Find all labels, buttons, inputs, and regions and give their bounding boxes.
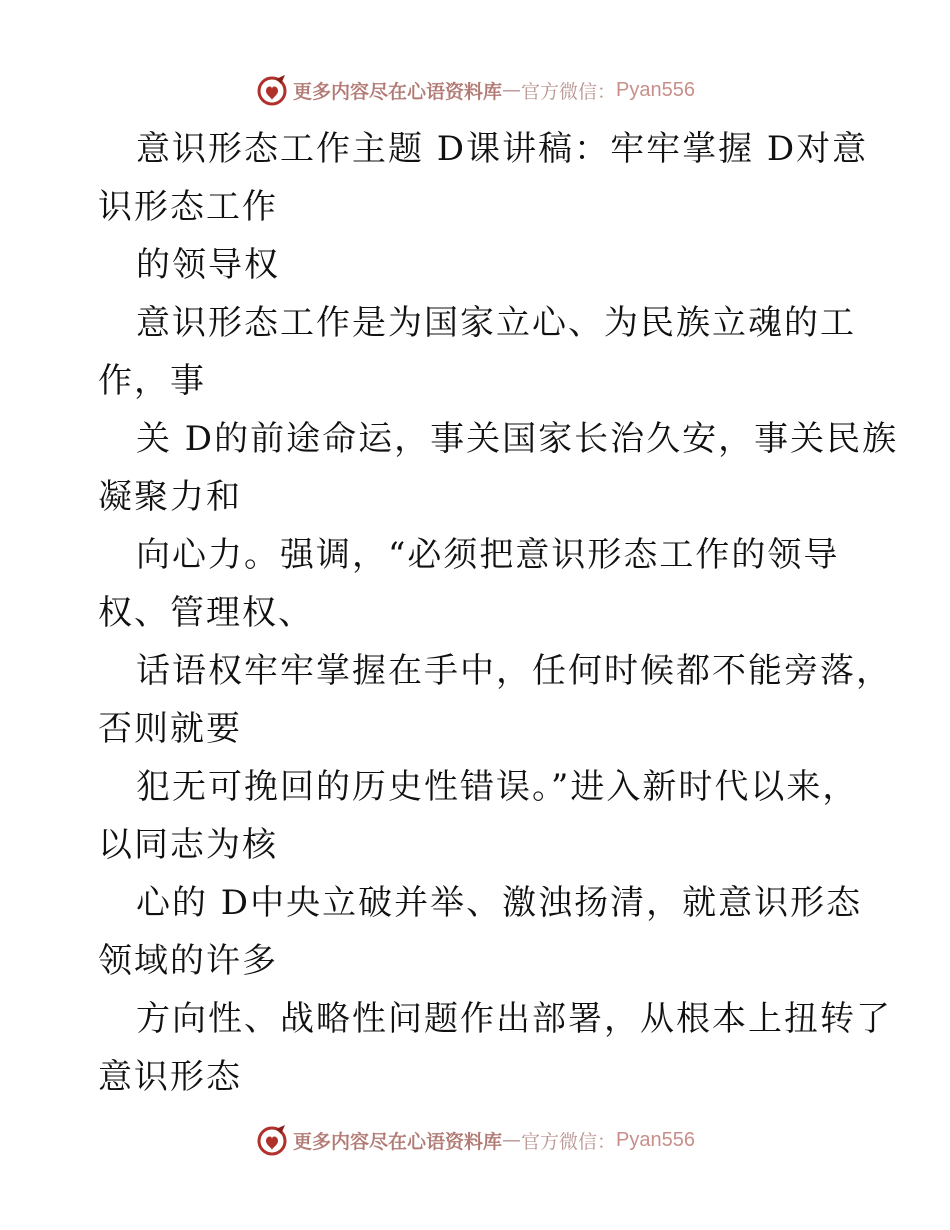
heart-pen-logo-icon: [255, 1123, 289, 1157]
document-line: 心的 D中央立破并举、激浊扬清，就意识形态: [136, 883, 863, 923]
watermark-wechat-id: Pyan556: [616, 1128, 695, 1151]
document-line: 作，事: [98, 361, 206, 401]
watermark-official-label: 官方微信：: [521, 80, 617, 103]
document-line: 权、管理权、: [98, 593, 314, 633]
watermark-dash: —: [502, 79, 522, 101]
document-line: 凝聚力和: [98, 477, 242, 517]
watermark-main-text: 更多内容尽在心语资料库: [293, 1130, 503, 1153]
document-line: 方向性、战略性问题作出部署，从根本上扭转了: [136, 999, 892, 1039]
document-line: 意识形态: [98, 1057, 242, 1097]
document-line: 话语权牢牢掌握在手中，任何时候都不能旁落，: [136, 651, 892, 691]
document-line: 识形态工作: [98, 187, 278, 227]
document-body: [98, 120, 899, 1106]
watermark-main-text: 更多内容尽在心语资料库: [293, 80, 503, 103]
document-line: 犯无可挽回的历史性错误。”进入新时代以来，: [136, 767, 859, 807]
document-line: 的领导权: [136, 245, 280, 285]
document-line: 以同志为核: [98, 825, 278, 865]
document-title-line: 意识形态工作主题 D课讲稿：牢牢掌握 D对意: [136, 129, 869, 169]
watermark-official-label: 官方微信：: [521, 1130, 617, 1153]
watermark-dash: —: [502, 1129, 522, 1151]
footer-watermark: [0, 1120, 950, 1160]
document-line: 关 D的前途命运，事关国家长治久安，事关民族: [136, 419, 899, 459]
watermark-wechat-id: Pyan556: [616, 78, 695, 101]
document-line: 意识形态工作是为国家立心、为民族立魂的工: [136, 303, 856, 343]
document-line: 向心力。强调，“必须把意识形态工作的领导: [136, 535, 840, 575]
heart-pen-logo-icon: [255, 73, 289, 107]
document-line: 领域的许多: [98, 941, 278, 981]
document-line: 否则就要: [98, 709, 242, 749]
header-watermark: [0, 70, 950, 110]
